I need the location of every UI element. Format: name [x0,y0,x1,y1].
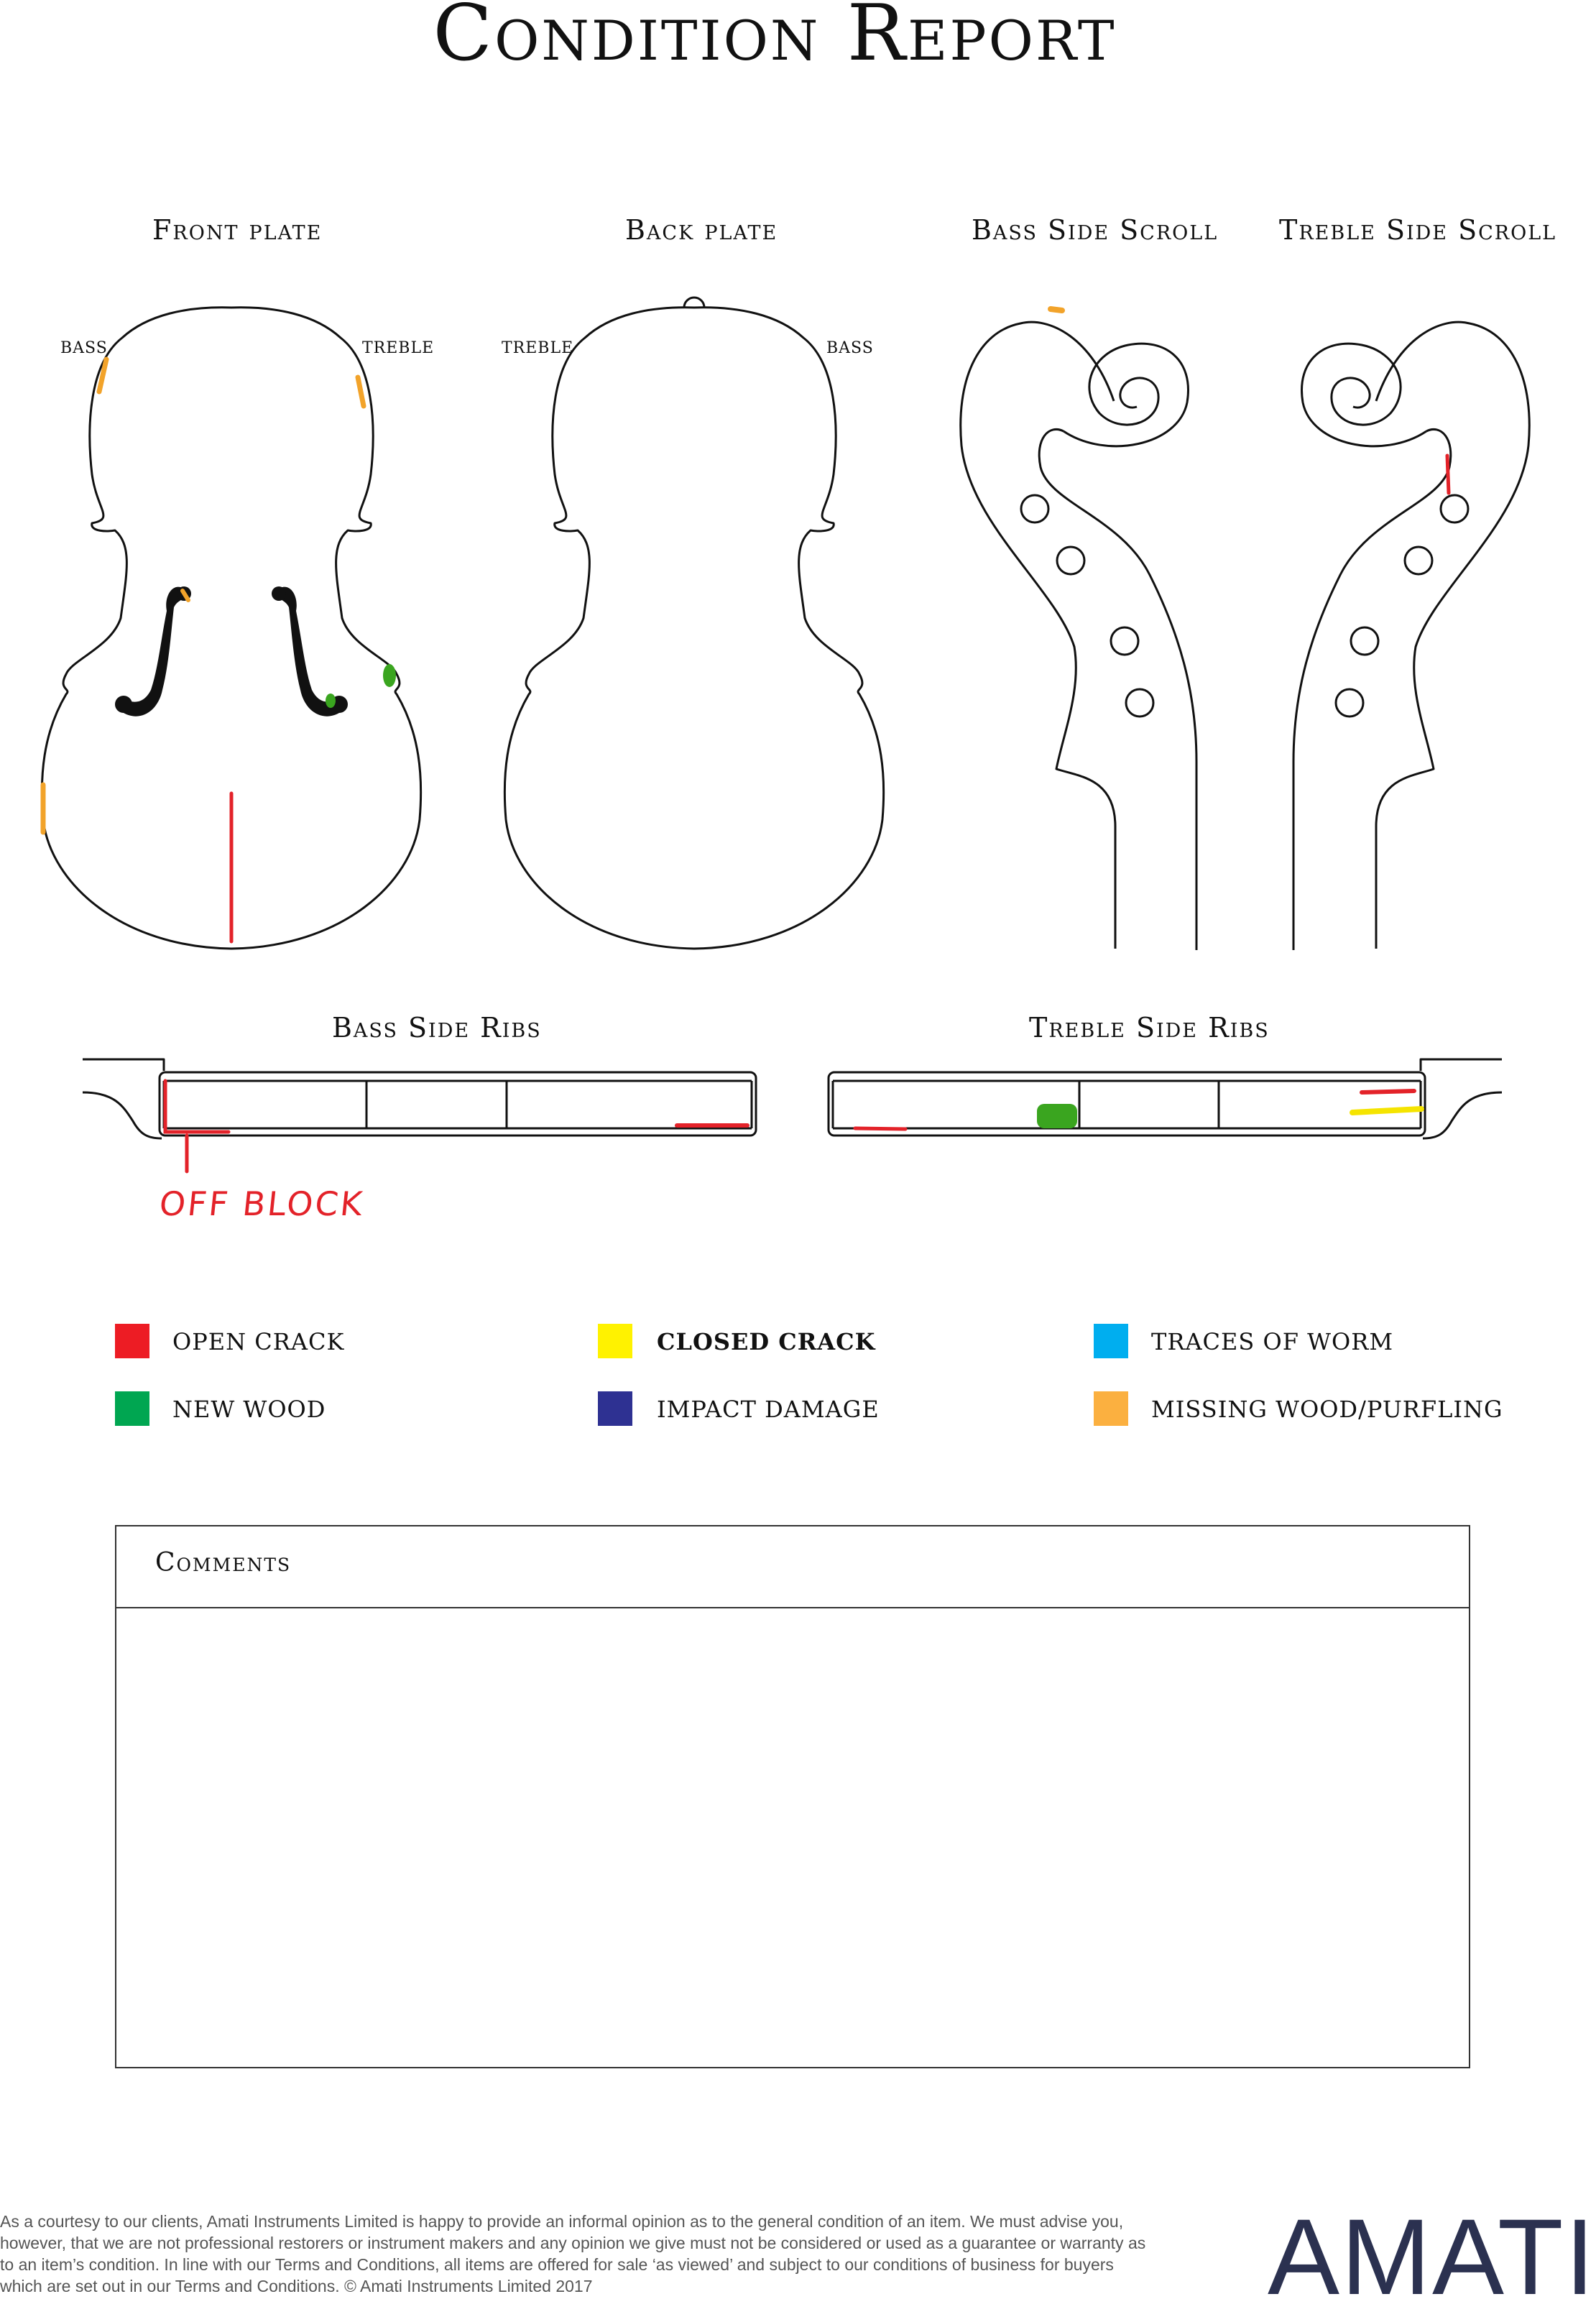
bass-ribs-neck [83,1059,164,1138]
bass-scroll-outline [961,322,1115,949]
legend-label-traces-of-worm: TRACES OF WORM [1151,1328,1394,1355]
treble-ribs-neck [1421,1059,1502,1138]
f-holes [115,586,348,717]
legend-label-new-wood: NEW WOOD [172,1396,326,1423]
legend-label-missing-wood: MISSING WOOD/PURFLING [1151,1396,1503,1423]
legend-swatch-new-wood [115,1391,149,1426]
treble-scroll-crack [1447,456,1449,493]
legend-swatch-traces-of-worm [1094,1324,1128,1358]
bass-scroll-pegbox [1039,429,1196,950]
legend-label-impact-damage: IMPACT DAMAGE [657,1396,880,1423]
treble-rib-crack-right [1362,1091,1414,1092]
back-bass-side-label: BASS [826,339,874,357]
comments-box [115,1525,1470,2068]
legend-swatch-open-crack [115,1324,149,1358]
bass-side-ribs-label: Bass Side Ribs [332,1012,542,1044]
back-plate-label: Back plate [625,214,778,246]
treble-rib-closed-crack [1352,1109,1421,1113]
comments-title: Comments [155,1548,292,1577]
off-block-crack [165,1081,229,1171]
back-plate-outline [504,308,883,949]
comments-header [116,1526,1469,1608]
legend-swatch-missing-wood [1094,1391,1128,1426]
back-treble-side-label: TREBLE [502,339,574,357]
legend-label-closed-crack: CLOSED CRACK [657,1328,876,1355]
front-treble-side-label: TREBLE [362,339,435,357]
front-treble-missing-wood [358,377,364,406]
legend-swatch-closed-crack [598,1324,632,1358]
treble-side-scroll-label: Treble Side Scroll [1279,214,1557,246]
treble-scroll-outline [1293,429,1451,950]
front-bass-side-label: BASS [60,339,108,357]
treble-side-ribs-label: Treble Side Ribs [1029,1012,1270,1044]
legend-label-open-crack: OPEN CRACK [172,1328,345,1355]
page-title: Condition Report [433,0,1117,78]
front-bass-missing-wood [99,359,106,392]
comments-text[interactable] [131,1623,1454,2053]
bass-side-scroll-label: Bass Side Scroll [972,214,1219,246]
back-plate-button [684,298,704,308]
scroll-missing-wood [1051,309,1062,310]
off-block-annotation: OFF BLOCK [157,1184,366,1223]
new-wood-marks [326,664,1077,1128]
disclaimer-text: As a courtesy to our clients, Amati Instruments Limited is happy to provide an informal opinion as to the general condition of an item. We must advise you, however, that we are not professional restorers or instrument makers and any opinion we give must not be considered or used as a guarantee or warranty as to an item’s condition. In line with our Terms and Conditions, all items are offered for sale ‘as viewed’ and subject to our conditions of business for buyers which are set out in our Terms and Conditions. © Amati Instruments Limited 2017 [0,2212,1146,2295]
left-f-hole [119,587,185,717]
treble-rib-crack-left [855,1128,905,1129]
treble-scroll-volute [1302,344,1426,446]
front-plate-label: Front plate [152,214,323,246]
amati-logo: AMATI [1268,2196,1596,2317]
damage-marks [43,309,1449,1171]
bass-scroll-volute [1064,344,1188,446]
treble-scroll-back [1376,322,1529,949]
legend-swatch-impact-damage [598,1391,632,1426]
